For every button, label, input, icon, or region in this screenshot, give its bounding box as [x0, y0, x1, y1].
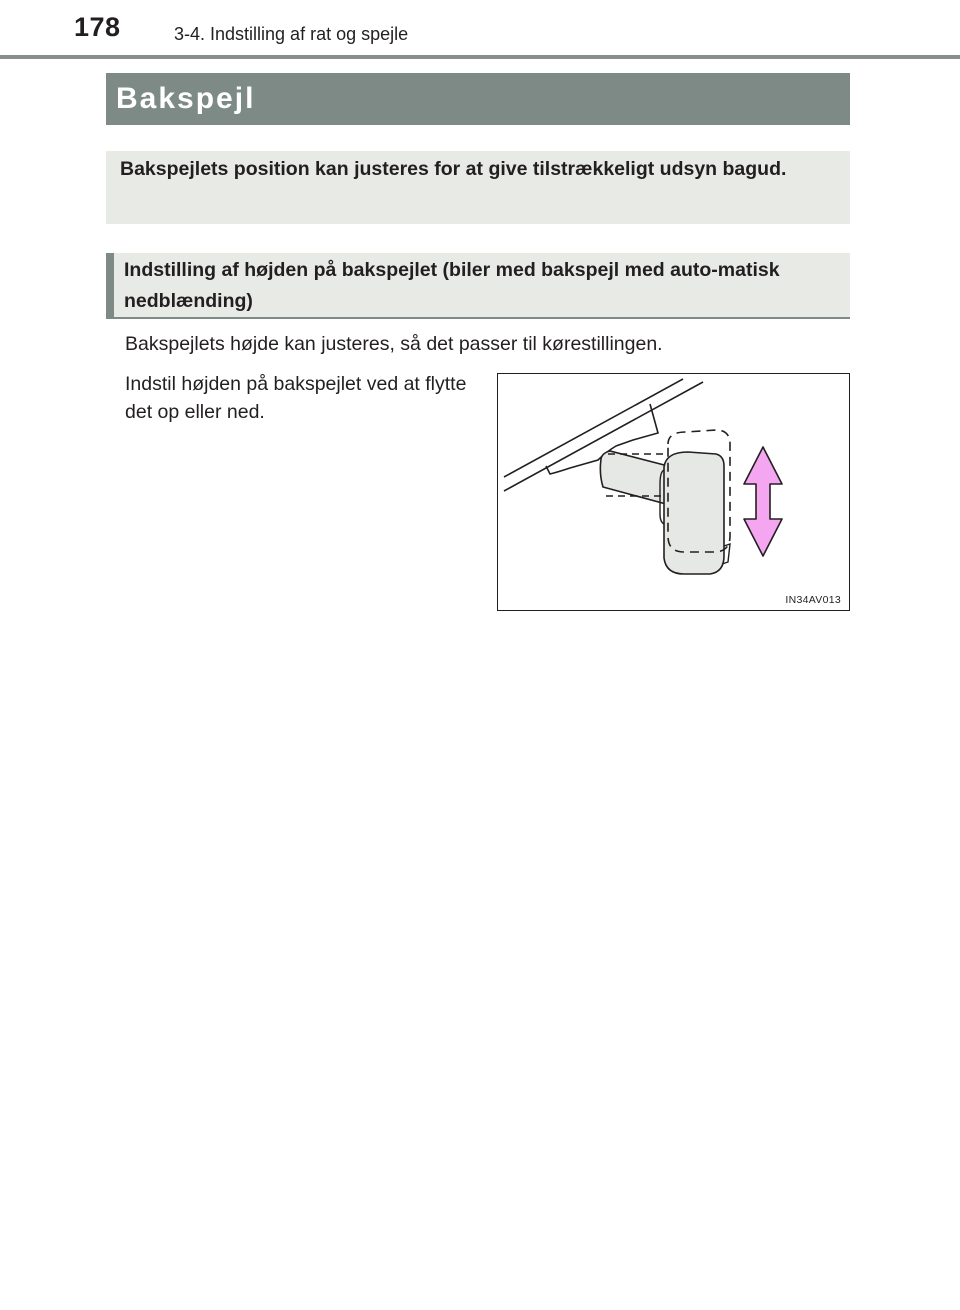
page-number: 178	[74, 12, 121, 42]
subsection-heading: Indstilling af højden på bakspejlet (biler med bakspejl med auto-matisk nedblænding)	[124, 259, 780, 312]
mirror-illustration	[497, 373, 850, 611]
intro-box	[106, 151, 850, 224]
mirror-height-drawing	[498, 374, 851, 612]
page-title-bar	[106, 73, 850, 125]
section-breadcrumb: 3-4. Indstilling af rat og spejle	[174, 24, 409, 44]
instruction-text: Indstil højden på bakspejlet ved at flytte det op eller ned.	[125, 373, 467, 423]
mirror-body	[664, 452, 724, 574]
figure-code: IN34AV013	[785, 594, 841, 606]
intro-text: Bakspejlets position kan justeres for at give tilstrækkeligt udsyn bagud.	[120, 158, 787, 180]
subsection-heading-box	[106, 253, 850, 319]
header-divider	[0, 55, 960, 59]
page-title: Bakspejl	[116, 82, 256, 115]
up-down-arrow-icon	[744, 447, 782, 556]
body-text: Bakspejlets højde kan justeres, så det passer til kørestillingen.	[125, 333, 663, 355]
